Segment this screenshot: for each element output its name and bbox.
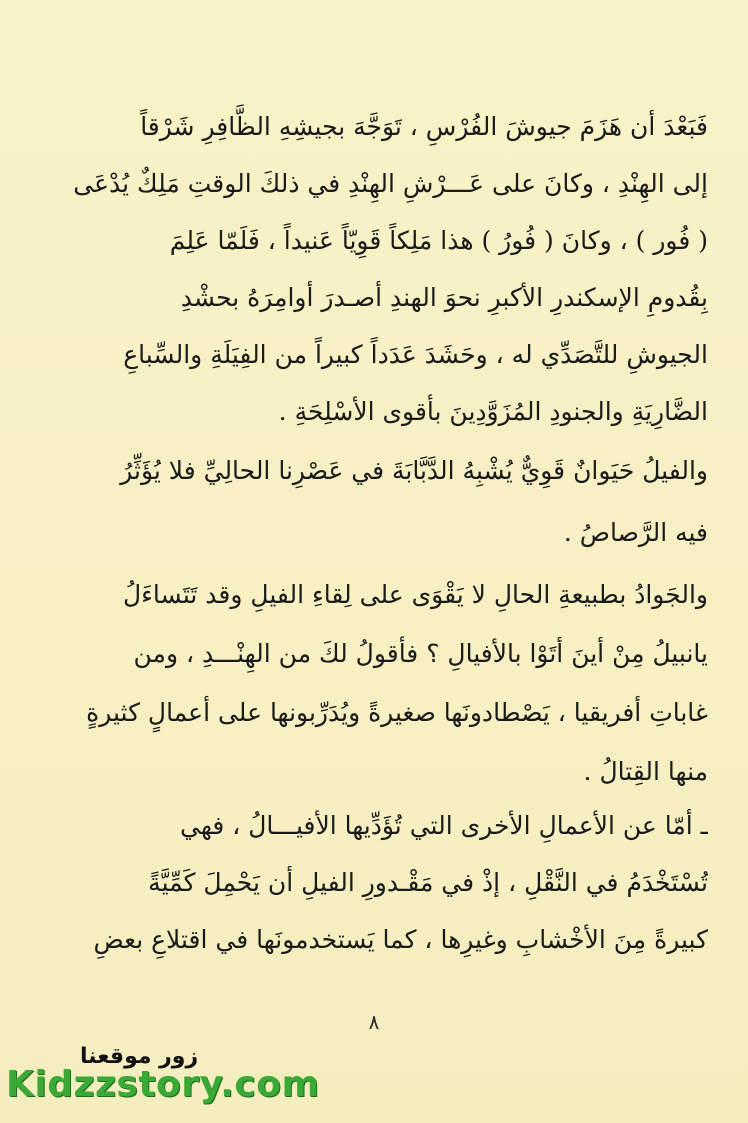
- text-line: الجيوشِ للتَّصَدِّي له ، وحَشَدَ عَدَداً كبيراً من الفِيَلَةِ والسِّباعِ: [123, 340, 708, 369]
- paragraph-1: [48, 98, 708, 440]
- paragraph-3: [48, 565, 708, 801]
- text-line: يانبيلُ مِنْ أينَ أتَوْا بالأفيالِ ؟ فأقولُ لكَ من الهِنْـــدِ ، ومن: [133, 639, 708, 668]
- text-line: بِقُدومِ الإسكندرِ الأكبرِ نحوَ الهندِ أصـدرَ أوامِرَهُ بحشْدِ: [180, 283, 708, 312]
- text-line: غاباتِ أفريقيا ، يَصْطادونَها صغيرةً ويُدَرِّبونها على أعمالٍ كثيرةٍ: [86, 698, 708, 727]
- paragraph-4: [48, 797, 708, 968]
- text-line: فَبَعْدَ أن هَزَمَ جيوشَ الفُرْسِ ، تَوَجَّهَ بجيشِهِ الظَّافِرِ شَرْقاً: [140, 112, 708, 141]
- paragraph-2: [48, 440, 708, 564]
- text-line: والجَوادُ بطبيعةِ الحالِ لا يَقْوَى على لِقاءِ الفيلِ وقد تَتَساءَلُ: [123, 580, 708, 609]
- watermark-arabic-text: زور موقعنا: [80, 1044, 199, 1069]
- text-line: ـ أمّا عن الأعمالِ الأخرى التي تُؤَدِّيها الأفيـــالُ ، فهي: [179, 811, 708, 840]
- text-line: إلى الهِنْدِ ، وكانَ على عَـــرْشِ الهِنْدِ في ذلكَ الوقتِ مَلِكٌ يُدْعَى: [73, 169, 708, 198]
- watermark-site-name: Kidzzstory.com: [6, 1064, 320, 1105]
- text-line: كبيرةً مِنَ الأخْشابِ وغيرِها ، كما يَستخدمونَها في اقتلاعِ بعضِ: [93, 925, 708, 954]
- text-line: منها القِتالُ .: [583, 757, 708, 786]
- text-line: الضَّارِيَةِ والجنودِ المُزَوَّدِينَ بأقوى الأسْلِحَةِ .: [278, 397, 708, 426]
- text-line: والفيلُ حَيَوانٌ قَوِيٌّ يُشْبِهُ الدَّبَّابَةَ في عَصْرِنا الحالِيِّ فلا يُؤَثِّرُ: [120, 456, 708, 485]
- text-line: فيه الرَّصاصُ .: [563, 518, 708, 547]
- page-number: ٨: [368, 1010, 380, 1034]
- text-line: تُسْتَخْدَمُ في النَّقْلِ ، إذْ في مَقْـدورِ الفيلِ أن يَحْمِلَ كَمِّيَّةً: [148, 868, 708, 897]
- text-line: ( فُور ) ، وكانَ ( فُورُ ) هذا مَلِكاً قَوِيّاً عَنيداً ، فَلَمّا عَلِمَ: [169, 226, 708, 255]
